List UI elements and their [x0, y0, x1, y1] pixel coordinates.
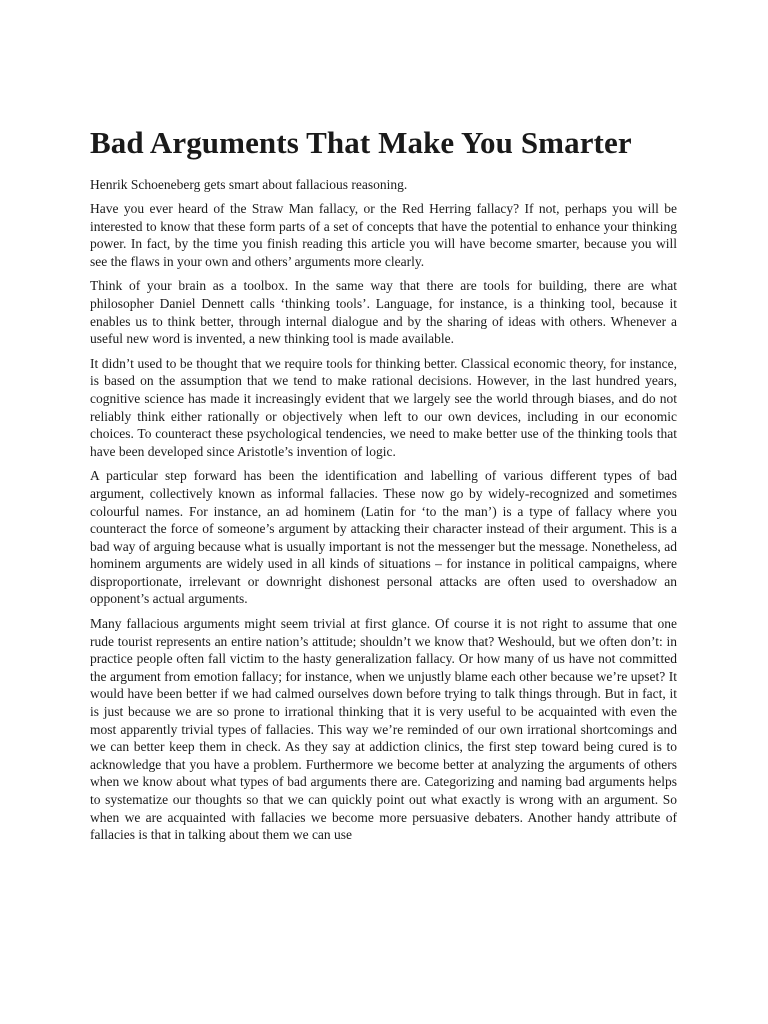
paragraph-5: Many fallacious arguments might seem trivial at first glance. Of course it is not right to assume that one rude tourist represents an entire nation’s attitude; shouldn’t we know that? Weshould, but we often don’t: in practice people often fall victim to the hasty generalization fallacy. Or how many of us have not committed the argument from emotion fallacy; for instance, when we unjustly blame each other because we’re upset? It would have been better if we had calmed ourselves down before trying to talk things through. But in fact, it is just because we are so prone to irrational thinking that it is very useful to be acquainted with even the most apparently trivial types of fallacies. This way we’re reminded of our own irrational shortcomings and we can better keep them in check. As they say at addiction clinics, the first step toward being cured is to acknowledge that you have a problem. Furthermore we become better at analyzing the arguments of others when we know about what types of bad arguments there are. Categorizing and naming bad arguments helps to systematize our thoughts so that we can quickly point out what exactly is wrong with an argument. So when we are acquainted with fallacies we become more persuasive debaters. Another handy attribute of fallacies is that in talking about them we can use	[90, 616, 677, 843]
article-title: Bad Arguments That Make You Smarter	[90, 125, 632, 160]
paragraph-1: Have you ever heard of the Straw Man fallacy, or the Red Herring fallacy? If not, perhaps you will be interested to know that these form parts of a set of concepts that have the potential to enhance your thinking power. In fact, by the time you finish reading this article you will have become smarter, because you will see the flaws in your own and others’ arguments more clearly.	[90, 201, 677, 269]
paragraph-4: A particular step forward has been the identification and labelling of various different types of bad argument, collectively known as informal fallacies. These now go by widely-recognized and sometimes colourful names. For instance, an ad hominem (Latin for ‘to the man’) is a type of fallacy where you counteract the force of someone’s argument by attacking their character instead of their argument. This is a bad way of arguing because what is usually important is not the messenger but the message. Nonetheless, ad hominem arguments are widely used in all kinds of situations – for instance in political campaigns, where disproportionate, irrelevant or downright dishonest personal attacks are often used to overshadow an opponent’s actual arguments.	[90, 468, 677, 607]
paragraph-2: Think of your brain as a toolbox. In the same way that there are tools for building, there are what philosopher Daniel Dennett calls ‘thinking tools’. Language, for instance, is a thinking tool, because it enables us to think better, through internal dialogue and by the sharing of ideas with others. Whenever a useful new word is invented, a new thinking tool is made available.	[90, 278, 677, 347]
paragraph-3: It didn’t used to be thought that we require tools for thinking better. Classical economic theory, for instance, is based on the assumption that we tend to make rational decisions. However, in the last hundred years, cognitive science has made it increasingly evident that we largely see the world through biases, and do not reliably think either rationally or objectively when left to our own devices, including in our economic choices. To counteract these psychological tendencies, we need to make better use of the thinking tools that have been developed since Aristotle’s invention of logic.	[90, 355, 677, 459]
article	[90, 122, 677, 851]
article-byline: Henrik Schoeneberg gets smart about fallacious reasoning.	[90, 177, 408, 192]
